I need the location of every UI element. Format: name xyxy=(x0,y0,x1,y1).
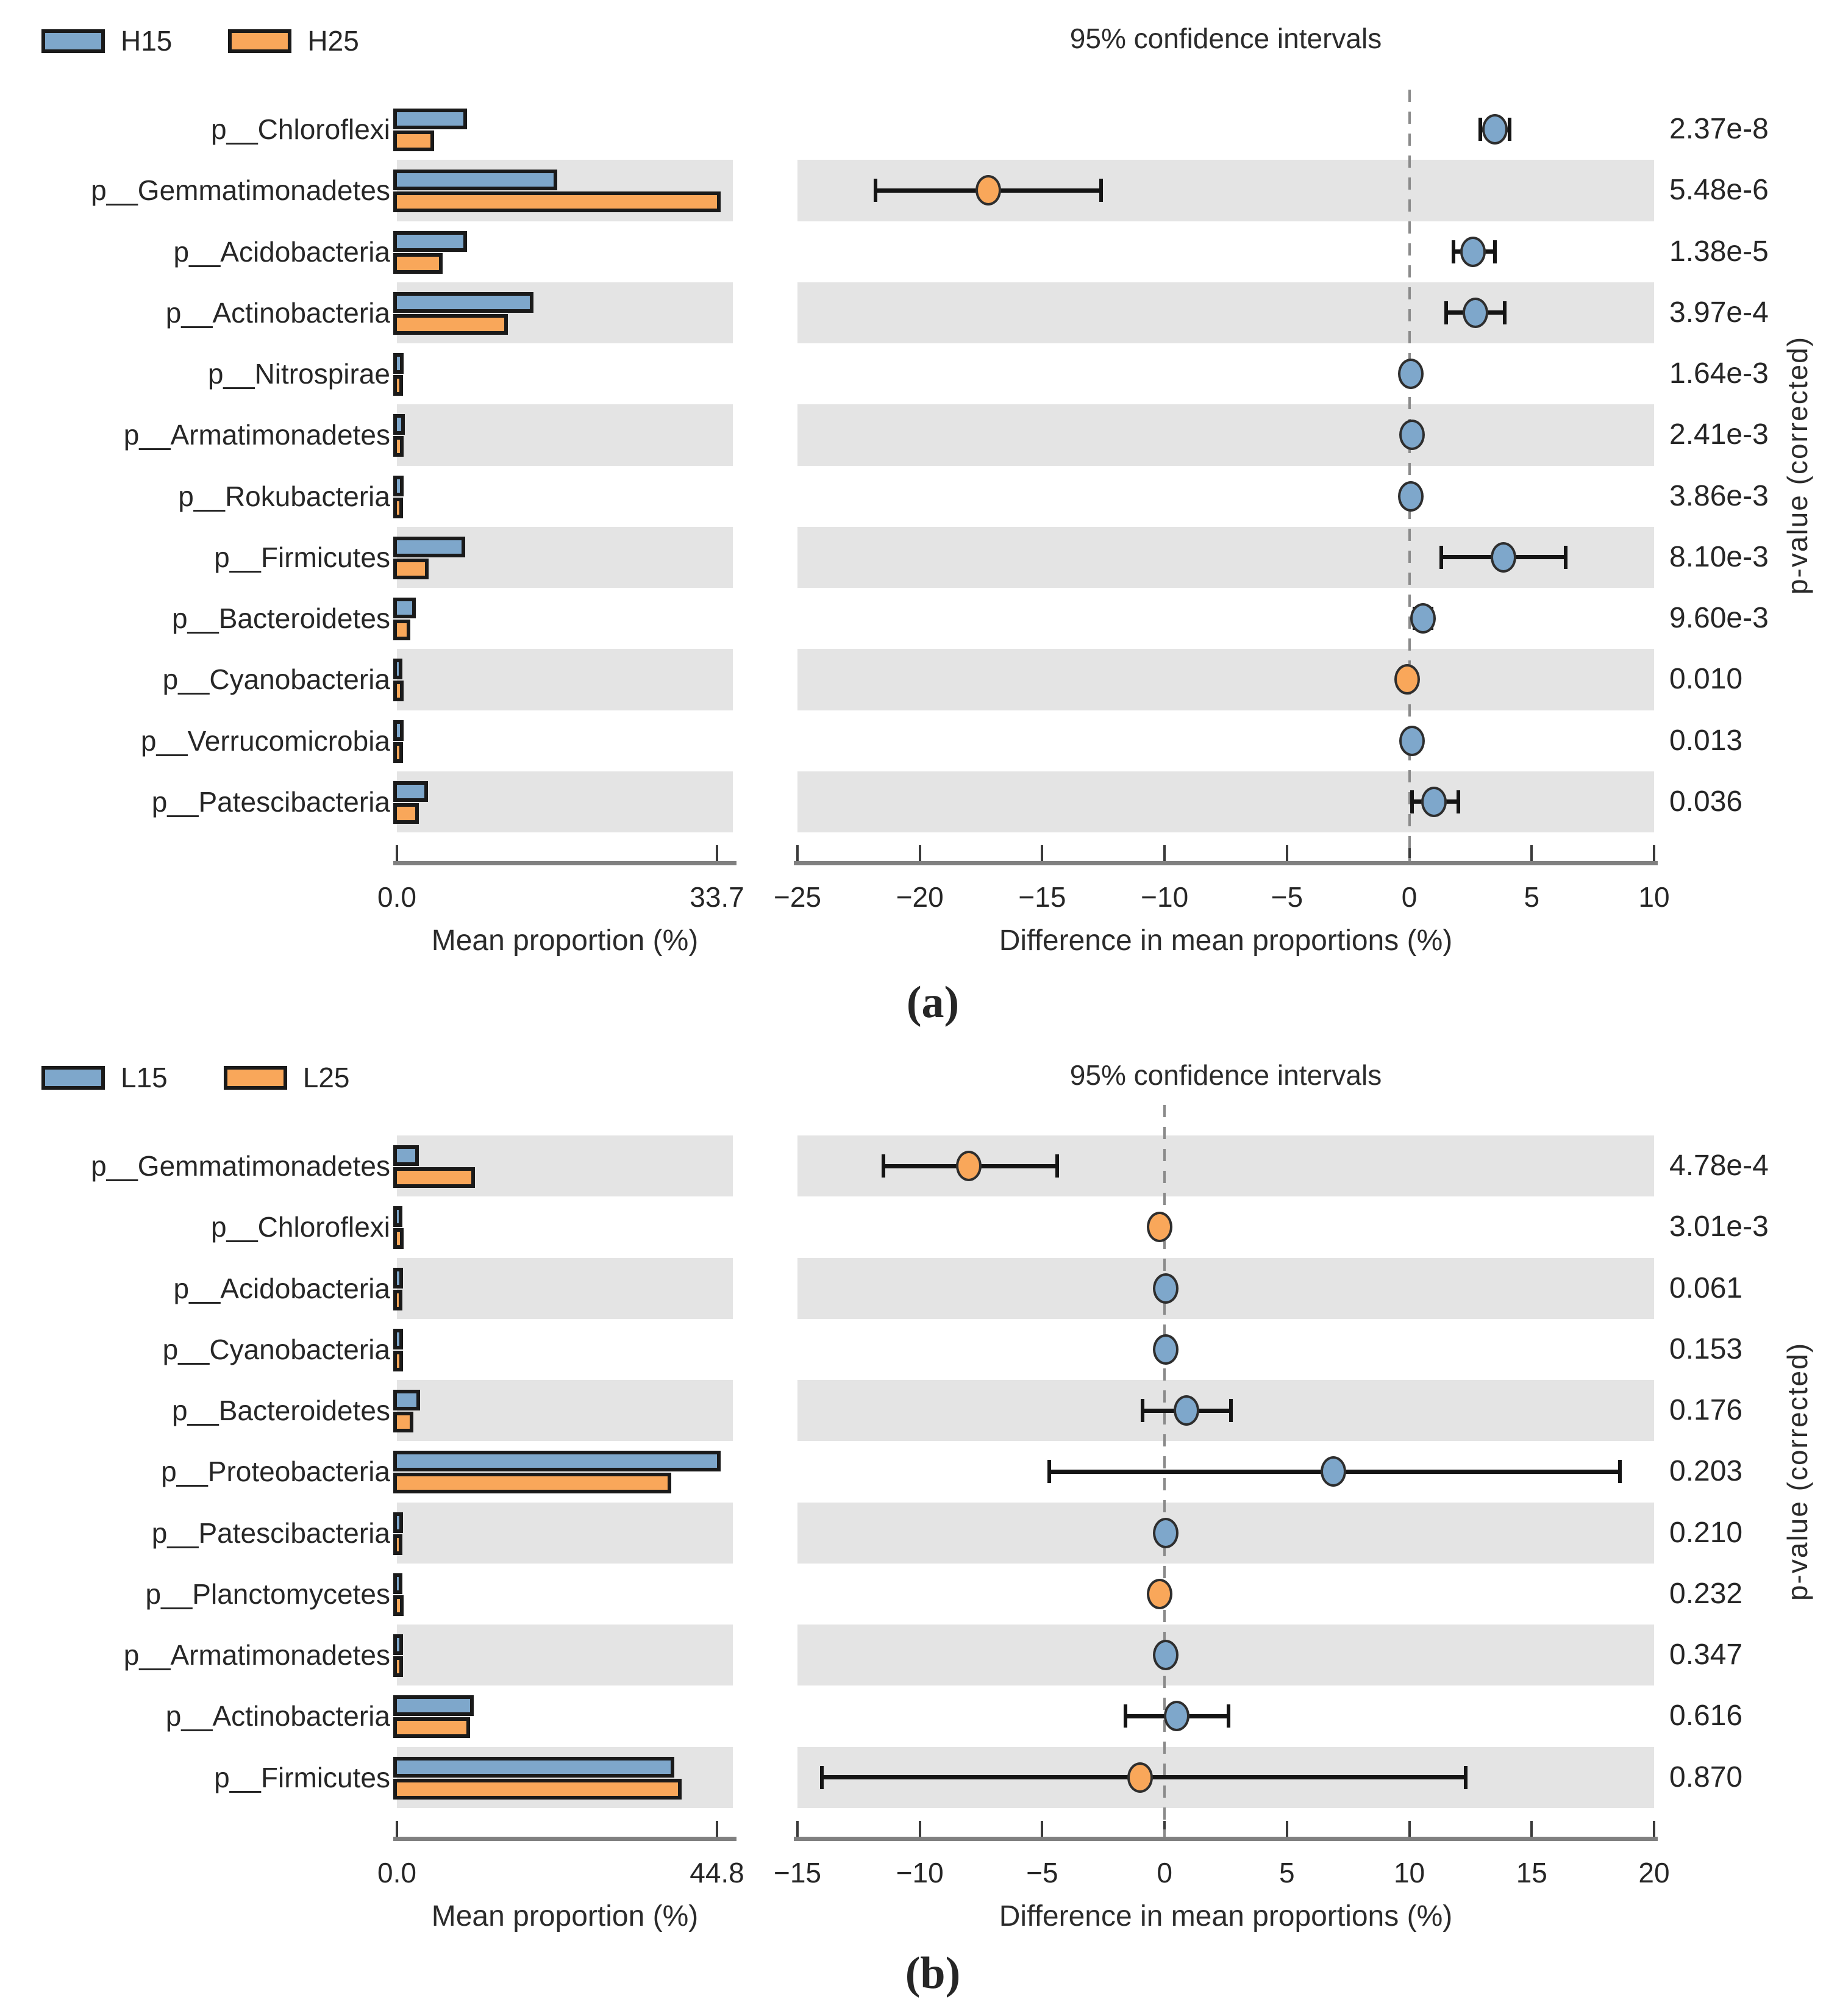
xlabel-mean-proportion-a: Mean proportion (%) xyxy=(431,924,699,957)
p-value: 1.64e-3 xyxy=(1669,357,1769,390)
row-stripe-left xyxy=(397,404,733,465)
taxon-label: p__Cyanobacteria xyxy=(162,1333,390,1365)
right-axis-tick-label: 20 xyxy=(1638,1857,1670,1889)
mean-bar-blue xyxy=(393,1634,403,1655)
mean-bar-blue xyxy=(393,292,533,313)
right-axis-tick xyxy=(1286,1821,1288,1837)
ci-cap-right xyxy=(1618,1460,1622,1483)
ci-dot xyxy=(1153,1518,1179,1548)
right-axis-tick-label: −15 xyxy=(773,1857,822,1889)
p-value: 5.48e-6 xyxy=(1669,174,1769,207)
ci-dot xyxy=(1398,359,1424,389)
row-stripe-left xyxy=(397,771,733,832)
taxon-label: p__Bacteroidetes xyxy=(171,602,390,635)
taxon-label: p__Nitrospirae xyxy=(207,358,390,390)
right-axis-tick-label: 10 xyxy=(1638,881,1670,913)
mean-bar-blue xyxy=(393,476,404,496)
left-axis-tick-label: 0.0 xyxy=(377,1857,416,1889)
ci-dot xyxy=(1147,1212,1172,1242)
ci-dot xyxy=(1410,603,1436,634)
ci-cap-right xyxy=(1099,179,1103,202)
mean-bar-blue xyxy=(393,1206,402,1227)
taxon-label: p__Acidobacteria xyxy=(173,1272,390,1304)
taxon-label: p__Acidobacteria xyxy=(173,235,390,268)
legend-label-h15: H15 xyxy=(121,25,173,57)
ci-cap-left xyxy=(820,1766,824,1789)
mean-bar-blue xyxy=(393,598,416,618)
taxon-label: p__Bacteroidetes xyxy=(171,1395,390,1427)
mean-bar-orange xyxy=(393,130,434,151)
mean-bar-blue xyxy=(393,1329,403,1349)
xlabel-difference-b: Difference in mean proportions (%) xyxy=(999,1900,1453,1932)
taxon-label: p__Actinobacteria xyxy=(165,1700,390,1732)
right-axis-tick xyxy=(1286,845,1288,861)
left-axis-tick-label: 44.8 xyxy=(690,1857,744,1889)
mean-bar-blue xyxy=(393,1145,419,1166)
ci-dot xyxy=(1399,420,1425,450)
mean-bar-blue xyxy=(393,414,405,435)
right-axis-tick-label: 5 xyxy=(1279,1857,1295,1889)
taxon-label: p__Armatimonadetes xyxy=(123,419,390,451)
right-axis-tick xyxy=(1408,1821,1411,1837)
right-x-axis xyxy=(794,1837,1658,1841)
ci-dot xyxy=(1421,787,1447,817)
ci-dot xyxy=(1153,1334,1179,1365)
mean-bar-blue xyxy=(393,1390,420,1410)
taxon-label: p__Armatimonadetes xyxy=(123,1639,390,1671)
right-axis-tick-label: −5 xyxy=(1026,1857,1058,1889)
right-axis-tick-label: −10 xyxy=(896,1857,944,1889)
p-value: 0.347 xyxy=(1669,1639,1743,1671)
taxon-label: p__Proteobacteria xyxy=(161,1456,390,1488)
ci-dot xyxy=(1153,1273,1179,1304)
xlabel-difference-a: Difference in mean proportions (%) xyxy=(999,924,1453,957)
mean-bar-blue xyxy=(393,1451,721,1471)
mean-bar-orange xyxy=(393,742,403,763)
ci-cap-right xyxy=(1229,1399,1233,1422)
taxon-label: p__Firmicutes xyxy=(214,541,390,573)
ci-cap-right xyxy=(1464,1766,1468,1789)
mean-bar-blue xyxy=(393,1268,403,1289)
ylabel-pvalue-a: p-value (corrected) xyxy=(1781,335,1813,595)
right-axis-tick-label: 0 xyxy=(1157,1857,1172,1889)
mean-bar-blue xyxy=(393,1512,403,1533)
taxon-label: p__Chloroflexi xyxy=(210,1211,390,1243)
taxon-label: p__Verrucomicrobia xyxy=(140,724,390,757)
ci-dot xyxy=(1153,1640,1179,1670)
ci-cap-left xyxy=(1444,301,1448,324)
ci-dot xyxy=(1482,114,1508,145)
ci-dot xyxy=(1398,481,1424,512)
mean-bar-blue xyxy=(393,1573,402,1594)
mean-bar-orange xyxy=(393,681,404,701)
right-axis-tick-label: −20 xyxy=(896,881,944,913)
ci-cap-right xyxy=(1055,1154,1059,1178)
ci-dot xyxy=(1460,237,1486,267)
ci-cap-right xyxy=(1503,301,1507,324)
ci-dot xyxy=(1164,1701,1189,1731)
mean-bar-blue xyxy=(393,659,402,679)
mean-bar-orange xyxy=(393,1534,402,1555)
mean-bar-orange xyxy=(393,498,403,518)
mean-bar-blue xyxy=(393,1695,474,1716)
ci-dot xyxy=(1321,1456,1346,1487)
right-axis-tick-label: −5 xyxy=(1271,881,1304,913)
right-axis-tick-label: −15 xyxy=(1018,881,1066,913)
row-stripe-right xyxy=(797,649,1654,710)
ci-dot xyxy=(1127,1762,1153,1793)
right-axis-tick xyxy=(1653,845,1655,861)
legend-label-l15: L15 xyxy=(121,1062,168,1093)
right-axis-tick-label: 5 xyxy=(1524,881,1540,913)
mean-bar-orange xyxy=(393,1351,403,1371)
mean-bar-orange xyxy=(393,620,410,640)
mean-bar-orange xyxy=(393,1167,475,1188)
ci-title-a: 95% confidence intervals xyxy=(1069,23,1382,54)
mean-bar-orange xyxy=(393,191,721,212)
ci-cap-left xyxy=(1410,790,1414,813)
mean-bar-orange xyxy=(393,1412,413,1432)
taxon-label: p__Rokubacteria xyxy=(178,480,390,512)
left-axis-tick xyxy=(396,1821,398,1837)
taxon-label: p__Firmicutes xyxy=(214,1761,390,1793)
left-axis-tick xyxy=(396,845,398,861)
ci-cap-right xyxy=(1493,240,1497,263)
mean-bar-orange xyxy=(393,436,404,457)
mean-bar-orange xyxy=(393,1473,671,1493)
p-value: 3.97e-4 xyxy=(1669,296,1769,329)
right-axis-tick xyxy=(919,1821,921,1837)
mean-bar-blue xyxy=(393,231,467,252)
ci-cap-right xyxy=(1457,790,1460,813)
mean-bar-blue xyxy=(393,537,465,557)
mean-bar-orange xyxy=(393,559,429,579)
row-stripe-right xyxy=(797,404,1654,465)
right-axis-tick xyxy=(1041,845,1043,861)
p-value: 4.78e-4 xyxy=(1669,1149,1769,1182)
ci-cap-right xyxy=(1227,1704,1230,1728)
row-stripe-right xyxy=(797,282,1654,343)
mean-bar-orange xyxy=(393,314,508,335)
right-axis-tick-label: 10 xyxy=(1393,1857,1425,1889)
mean-bar-orange xyxy=(393,803,419,824)
caption-b: (b) xyxy=(905,1948,961,1998)
mean-bar-blue xyxy=(393,720,404,741)
row-stripe-left xyxy=(397,1503,733,1564)
ci-cap-left xyxy=(882,1154,885,1178)
left-axis-tick-label: 0.0 xyxy=(377,881,416,913)
mean-bar-orange xyxy=(393,1595,404,1616)
p-value: 0.616 xyxy=(1669,1700,1743,1732)
right-axis-tick xyxy=(1653,1821,1655,1837)
taxon-label: p__Patescibacteria xyxy=(151,785,390,818)
right-axis-tick xyxy=(1530,1821,1533,1837)
p-value: 2.41e-3 xyxy=(1669,418,1769,451)
p-value: 1.38e-5 xyxy=(1669,235,1769,268)
row-stripe-right xyxy=(797,1625,1654,1685)
ci-cap-left xyxy=(1141,1399,1144,1422)
p-value: 3.86e-3 xyxy=(1669,479,1769,512)
p-value: 2.37e-8 xyxy=(1669,113,1769,146)
right-axis-tick xyxy=(1163,845,1166,861)
mean-bar-orange xyxy=(393,1290,402,1310)
ci-cap-left xyxy=(874,179,877,202)
ci-cap-left xyxy=(1439,546,1443,569)
right-axis-tick-label: 15 xyxy=(1516,1857,1547,1889)
legend-swatch-orange xyxy=(228,29,291,53)
right-axis-tick-label: −25 xyxy=(773,881,822,913)
ci-dot xyxy=(1394,664,1420,695)
p-value: 0.013 xyxy=(1669,724,1743,757)
taxon-label: p__Cyanobacteria xyxy=(162,663,390,696)
taxon-label: p__Gemmatimonadetes xyxy=(91,1150,390,1182)
legend-panel-a xyxy=(41,27,415,55)
mean-bar-orange xyxy=(393,1779,682,1800)
left-axis-tick-label: 33.7 xyxy=(690,881,744,913)
p-value: 0.232 xyxy=(1669,1577,1743,1610)
ci-dot xyxy=(1147,1579,1172,1609)
p-value: 0.203 xyxy=(1669,1455,1743,1488)
taxon-label: p__Chloroflexi xyxy=(210,113,390,146)
right-axis-tick xyxy=(919,845,921,861)
row-stripe-right xyxy=(797,771,1654,832)
row-stripe-left xyxy=(397,1258,733,1319)
row-stripe-right xyxy=(797,1503,1654,1564)
legend-label-l25: L25 xyxy=(302,1062,350,1093)
left-x-axis xyxy=(393,1837,736,1841)
mean-bar-blue xyxy=(393,109,467,129)
ci-dot xyxy=(956,1151,982,1181)
ci-dot xyxy=(1491,542,1516,573)
row-stripe-left xyxy=(397,649,733,710)
right-axis-tick xyxy=(1041,1821,1043,1837)
right-axis-tick xyxy=(796,845,799,861)
row-stripe-right xyxy=(797,1258,1654,1319)
left-axis-tick xyxy=(716,845,718,861)
mean-bar-orange xyxy=(393,1717,470,1738)
ci-cap-right xyxy=(1508,118,1511,141)
ci-cap-right xyxy=(1564,546,1567,569)
taxon-label: p__Gemmatimonadetes xyxy=(91,174,390,207)
mean-bar-orange xyxy=(393,1656,403,1677)
p-value: 0.210 xyxy=(1669,1516,1743,1549)
legend-swatch-blue xyxy=(41,29,105,53)
left-axis-tick xyxy=(716,1821,718,1837)
ci-dot xyxy=(1463,298,1488,328)
taxon-label: p__Patescibacteria xyxy=(151,1517,390,1549)
ci-dot xyxy=(1399,726,1425,756)
row-stripe-left xyxy=(397,1380,733,1441)
taxon-label: p__Actinobacteria xyxy=(165,296,390,329)
p-value: 0.153 xyxy=(1669,1332,1743,1365)
mean-bar-blue xyxy=(393,353,404,374)
p-value: 0.176 xyxy=(1669,1394,1743,1427)
p-value: 0.061 xyxy=(1669,1271,1743,1304)
ylabel-pvalue-b: p-value (corrected) xyxy=(1781,1342,1813,1601)
mean-bar-blue xyxy=(393,781,428,802)
legend-swatch-blue xyxy=(41,1066,105,1090)
ci-cap-left xyxy=(1452,240,1455,263)
legend-panel-b xyxy=(41,1063,406,1092)
right-x-axis xyxy=(794,861,1658,865)
ci-cap-left xyxy=(1047,1460,1051,1483)
mean-bar-orange xyxy=(393,253,443,274)
taxon-label: p__Planctomycetes xyxy=(145,1578,390,1610)
p-value: 3.01e-3 xyxy=(1669,1210,1769,1243)
mean-bar-orange xyxy=(393,375,403,396)
legend-swatch-orange xyxy=(224,1066,287,1090)
p-value: 0.010 xyxy=(1669,663,1743,696)
right-axis-tick-label: −10 xyxy=(1141,881,1189,913)
mean-bar-blue xyxy=(393,170,557,190)
ci-title-b: 95% confidence intervals xyxy=(1069,1059,1382,1091)
p-value: 8.10e-3 xyxy=(1669,540,1769,573)
mean-bar-blue xyxy=(393,1757,674,1778)
mean-bar-orange xyxy=(393,1228,404,1249)
xlabel-mean-proportion-b: Mean proportion (%) xyxy=(431,1900,699,1932)
right-axis-tick-label: 0 xyxy=(1401,881,1418,913)
left-x-axis xyxy=(393,861,736,865)
right-axis-tick xyxy=(1530,845,1533,861)
p-value: 0.870 xyxy=(1669,1760,1743,1793)
p-value: 0.036 xyxy=(1669,785,1743,818)
ci-cap-left xyxy=(1124,1704,1127,1728)
row-stripe-left xyxy=(397,1625,733,1685)
p-value: 9.60e-3 xyxy=(1669,602,1769,635)
caption-a: (a) xyxy=(906,978,960,1028)
legend-label-h25: H25 xyxy=(307,25,359,57)
right-axis-tick xyxy=(796,1821,799,1837)
